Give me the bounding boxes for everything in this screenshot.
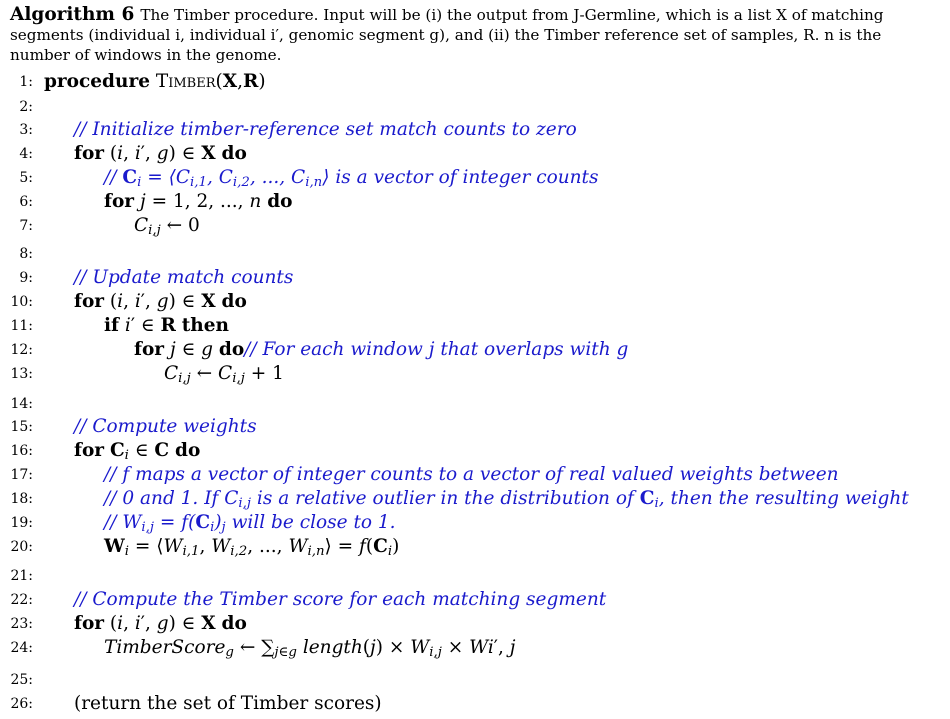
comment-text: // 0 and 1. If $C_{i,j}$ is a relative outlier in the distribution of $C_i$, then the resulting weight (104, 488, 909, 511)
line-number: 16: (10, 443, 33, 459)
line-number: 21: (10, 568, 33, 584)
line-number: 24: (10, 640, 33, 656)
code-line (0, 242, 950, 266)
comment-text: // f maps a vector of integer counts to a vector of real valued weights between (104, 464, 839, 485)
line-number: 14: (10, 396, 33, 412)
code-text: if i′ ∈ R then (104, 315, 229, 336)
code-text: for j ∈ g do// For each window j that overlaps with g (134, 339, 629, 360)
code-line (0, 142, 950, 166)
line-number: 10: (10, 294, 33, 310)
line-number: 6: (19, 194, 33, 210)
code-line (0, 564, 950, 588)
line-number: 17: (10, 467, 33, 483)
code-text: procedure Timber(X,R) (44, 71, 266, 92)
line-number: 5: (19, 170, 33, 186)
code-line (0, 190, 950, 214)
line-number: 2: (19, 99, 33, 115)
code-text: for (i, i′, g) ∈ X do (74, 613, 247, 634)
comment-text: // Compute weights (74, 416, 257, 437)
code-text: TimberScore$_g$ ← $\sum_{j\in g}$ length(j) × $W_{i,j} \times Wi'$, j (104, 637, 516, 660)
algorithm-label: Algorithm 6 (10, 4, 135, 25)
line-number: 19: (10, 515, 33, 531)
code-line (0, 439, 950, 463)
code-text: $W_i$ = $⟨W_{i,1}$, $W_{i,2}$, ..., $W_{i,n}⟩ = f(C_i)$ (104, 536, 400, 559)
code-line (0, 314, 950, 338)
code-line (0, 415, 950, 439)
line-number: 15: (10, 419, 33, 435)
code-line (0, 463, 950, 487)
line-number: 11: (10, 318, 33, 334)
line-number: 18: (10, 491, 33, 507)
code-line (0, 692, 950, 716)
line-number: 4: (19, 146, 33, 162)
line-number: 9: (19, 270, 33, 286)
code-text: for j = 1, 2, ..., n do (104, 191, 293, 212)
line-number: 12: (10, 342, 33, 358)
code-line (0, 535, 950, 559)
comment-text: // Initialize timber-reference set match counts to zero (74, 119, 577, 140)
line-number: 20: (10, 539, 33, 555)
line-number: 7: (19, 218, 33, 234)
line-number: 13: (10, 366, 33, 382)
comment-text: // Compute the Timber score for each matching segment (74, 589, 607, 610)
code-line (0, 487, 950, 511)
code-line (0, 290, 950, 314)
algorithm-caption-text: The Timber procedure. Input will be (i) the output from J-Germline, which is a list X of matching segments (individual i, individual i′, genomic segment g), and (ii) the Timber reference set of samples, R. n is the number of windows in the genome. (10, 6, 884, 64)
comment-text: // $W_{i,j} = f(C_i)_j$ will be close to 1. (104, 512, 396, 535)
code-line (0, 612, 950, 636)
line-number: 22: (10, 592, 33, 608)
code-line (0, 95, 950, 119)
code-line (0, 668, 950, 692)
code-line (0, 636, 950, 660)
line-number: 23: (10, 616, 33, 632)
code-line (0, 118, 950, 142)
code-line (0, 511, 950, 535)
code-text: for $C_i$ ∈ C do (74, 440, 201, 463)
code-text: for (i, i′, g) ∈ X do (74, 291, 247, 312)
code-line (0, 214, 950, 238)
code-text: $C_{i,j}$ ← $C_{i,j} + 1$ (164, 363, 284, 386)
line-number: 26: (10, 696, 33, 712)
line-number: 8: (19, 246, 33, 262)
code-line (0, 166, 950, 190)
line-number: 1: (19, 74, 33, 90)
code-text: for (i, i′, g) ∈ X do (74, 143, 247, 164)
code-line (0, 70, 950, 94)
comment-text: // Update match counts (74, 267, 294, 288)
code-line (0, 266, 950, 290)
code-line (0, 392, 950, 416)
line-number: 25: (10, 672, 33, 688)
code-line (0, 362, 950, 386)
code-line (0, 588, 950, 612)
line-number: 3: (19, 122, 33, 138)
code-line (0, 338, 950, 362)
code-text: $C_{i,j}$ ← 0 (134, 215, 200, 238)
code-text: (return the set of Timber scores) (74, 693, 382, 714)
algorithm-caption (10, 5, 945, 65)
comment-text: // $C_i$ = $⟨C_{i,1}$, $C_{i,2}$, ..., $C_{i,n}⟩$ is a vector of integer counts (104, 167, 599, 190)
